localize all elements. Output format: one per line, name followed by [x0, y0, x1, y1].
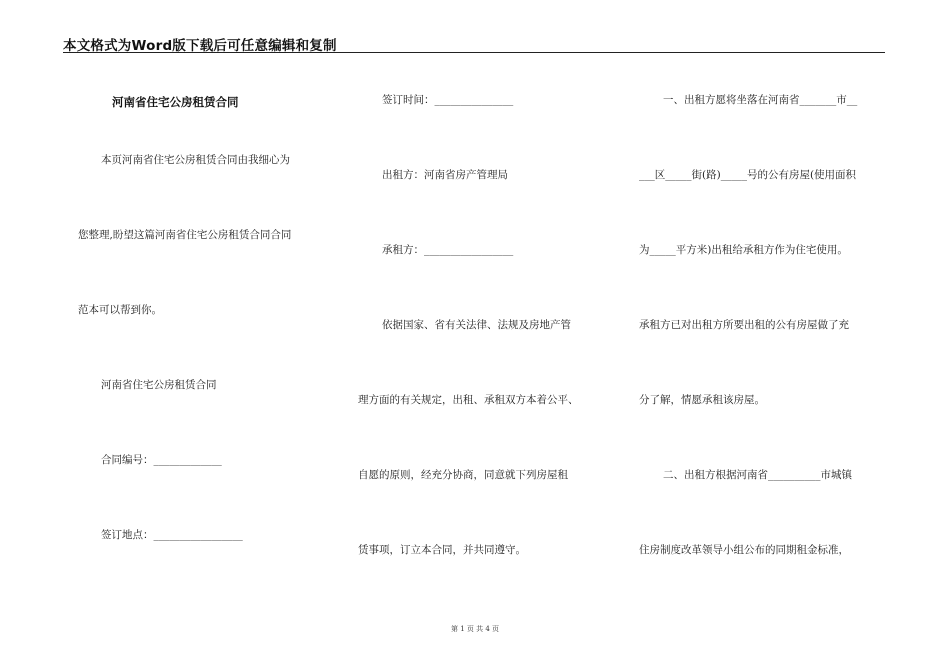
- page-footer: 第 1 页 共 4 页: [450, 625, 500, 633]
- col1-line-5: 合同编号：_____________: [101, 454, 222, 466]
- col1-line-2: 您整理,盼望这篇河南省住宅公房租赁合同合同: [78, 229, 292, 241]
- col2-line-4: 依据国家、省有关法律、法规及房地产管: [382, 319, 571, 331]
- col3-line-6: 二、出租方根据河南省__________市城镇: [663, 469, 852, 481]
- header-title: 本文格式为Word版下载后可任意编辑和复制: [63, 38, 337, 54]
- col2-line-6: 自愿的原则，经充分协商，同意就下列房屋租: [358, 469, 568, 481]
- col1-line-1: 本页河南省住宅公房租赁合同由我细心为: [101, 154, 290, 166]
- col2-line-1: 签订时间：_______________: [382, 94, 514, 106]
- col1-line-6: 签订地点：_________________: [101, 529, 243, 541]
- col1-line-4: 河南省住宅公房租赁合同: [101, 379, 217, 391]
- document-title: 河南省住宅公房租赁合同: [112, 95, 239, 109]
- col2-line-7: 赁事项，订立本合同，并共同遵守。: [358, 544, 526, 556]
- col3-line-5: 分了解，情愿承租该房屋。: [639, 394, 765, 406]
- col3-line-4: 承租方已对出租方所要出租的公有房屋做了充: [639, 319, 849, 331]
- col2-line-5: 理方面的有关规定，出租、承租双方本着公平、: [358, 394, 579, 406]
- col3-line-3: 为_____平方米)出租给承租方作为住宅使用。: [639, 244, 848, 256]
- col3-line-7: 住房制度改革领导小组公布的同期租金标准，: [639, 544, 849, 556]
- col1-line-3: 范本可以帮到你。: [78, 304, 162, 316]
- col3-line-2: ___区_____街(路)_____号的公有房屋(使用面积: [639, 169, 857, 181]
- col2-line-3: 承租方：_________________: [382, 244, 514, 256]
- page-header: [63, 34, 885, 53]
- col2-line-2: 出租方：河南省房产管理局: [382, 169, 508, 181]
- col3-line-1: 一、出租方愿将坐落在河南省_______市__: [663, 94, 858, 106]
